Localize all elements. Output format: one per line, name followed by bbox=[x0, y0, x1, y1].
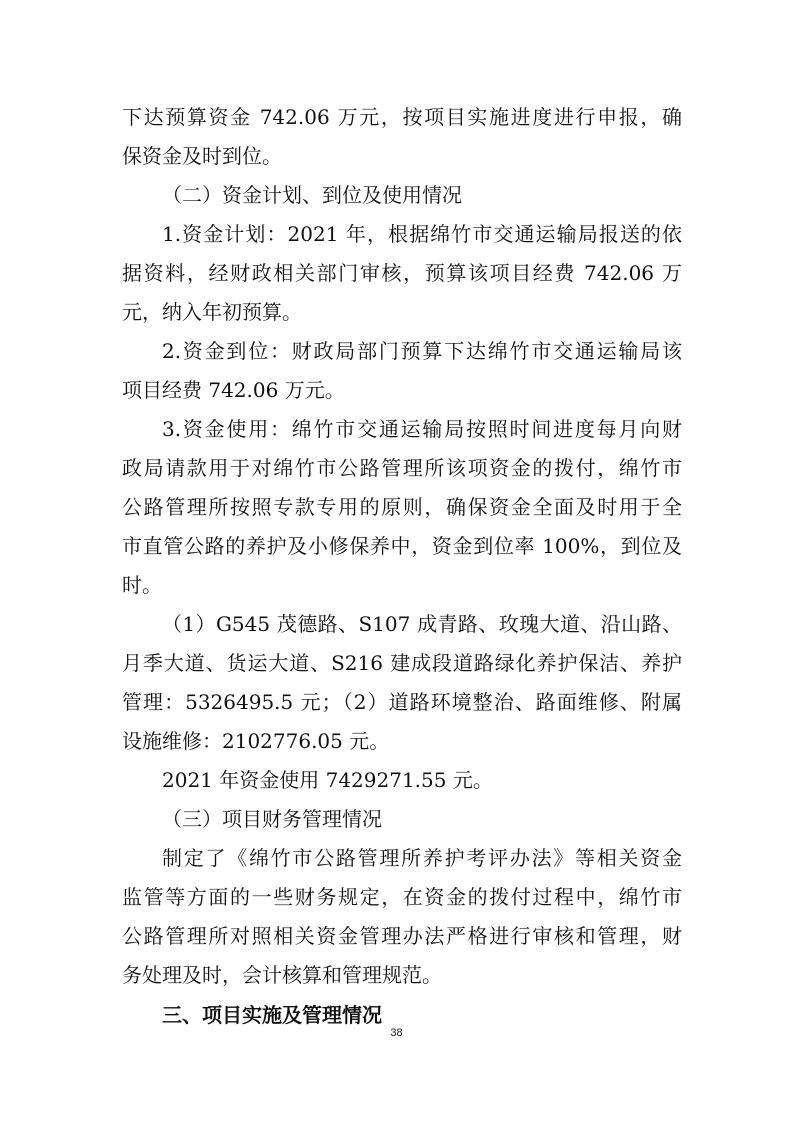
paragraph-line: 管理：5326495.5 元；（2）道路环境整治、路面维修、附属 bbox=[122, 690, 682, 714]
paragraph-line: 据资料，经财政相关部门审核，预算该项目经费 742.06 万 bbox=[122, 261, 682, 285]
paragraph-line: 下达预算资金 742.06 万元，按项目实施进度进行申报，确 bbox=[122, 105, 682, 129]
paragraph-line: 月季大道、货运大道、S216 建成段道路绿化养护保洁、养护 bbox=[122, 651, 682, 675]
paragraph-line: 公路管理所按照专款专用的原则，确保资金全面及时用于全 bbox=[122, 495, 682, 519]
subheading-financial: （三）项目财务管理情况 bbox=[162, 807, 382, 831]
section-heading: 三、项目实施及管理情况 bbox=[162, 1003, 382, 1027]
paragraph-line: 制定了《绵竹市公路管理所养护考评办法》等相关资金 bbox=[162, 846, 682, 870]
paragraph-line: 政局请款用于对绵竹市公路管理所该项资金的拨付，绵竹市 bbox=[122, 456, 682, 480]
document-page bbox=[0, 38, 793, 1122]
subheading-funds: （二）资金计划、到位及使用情况 bbox=[162, 183, 462, 207]
paragraph-line: （1）G545 茂德路、S107 成青路、玫瑰大道、沿山路、 bbox=[162, 612, 682, 636]
paragraph-line: 2021 年资金使用 7429271.55 元。 bbox=[162, 768, 493, 792]
paragraph-line: 1.资金计划：2021 年，根据绵竹市交通运输局报送的依 bbox=[162, 222, 682, 246]
paragraph-line: 项目经费 742.06 万元。 bbox=[122, 378, 345, 402]
paragraph-line: 监管等方面的一些财务规定，在资金的拨付过程中，绵竹市 bbox=[122, 885, 682, 909]
paragraph-line: 设施维修：2102776.05 元。 bbox=[122, 729, 390, 753]
paragraph-line: 3.资金使用：绵竹市交通运输局按照时间进度每月向财 bbox=[162, 417, 682, 441]
paragraph-line: 公路管理所对照相关资金管理办法严格进行审核和管理，财 bbox=[122, 924, 682, 948]
paragraph-line: 元，纳入年初预算。 bbox=[122, 300, 302, 324]
paragraph-line: 保资金及时到位。 bbox=[122, 144, 282, 168]
page-number: 38 bbox=[390, 1027, 403, 1039]
paragraph-line: 2.资金到位：财政局部门预算下达绵竹市交通运输局该 bbox=[162, 339, 682, 363]
paragraph-line: 市直管公路的养护及小修保养中，资金到位率 100%，到位及 bbox=[122, 534, 682, 558]
paragraph-line: 时。 bbox=[122, 573, 162, 597]
paragraph-line: 务处理及时，会计核算和管理规范。 bbox=[122, 963, 442, 987]
